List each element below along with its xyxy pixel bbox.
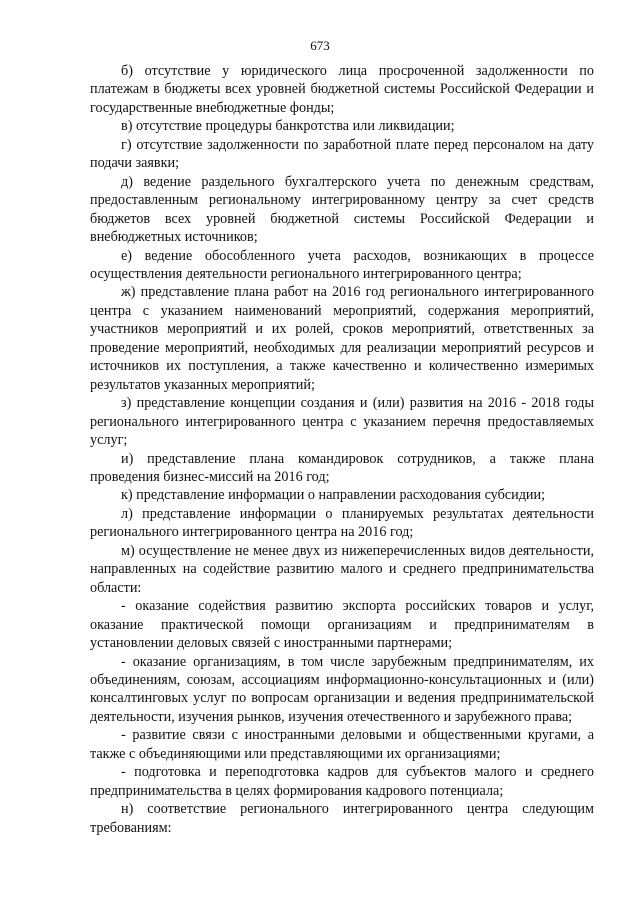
paragraph-d: д) ведение раздельного бухгалтерского учета по денежным средствам, предоставленным региональному интегрированному центру за счет средств бюджетов всех уровней бюджетной системы Российской Федерации и внебюджетных источников; xyxy=(90,173,594,246)
paragraph-z: з) представление концепции создания и (или) развития на 2016 - 2018 годы регионального интегрированного центра с указанием перечня предоставляемых услуг; xyxy=(90,395,594,449)
paragraph-b: б) отсутствие у юридического лица просроченной задолженности по платежам в бюджеты всех уровней бюджетной системы Российской Федерации и государственные внебюджетные фонды; xyxy=(90,63,594,116)
list-item-consulting-services: - оказание организациям, в том числе зарубежным предпринимателям, их объединениям, союзам, ассоциациям информационно-консультационных и (или) консалтинговых услуг по вопросам организации и ведения предпринимательской деятельности, изучения рынков, изучения отечественного и зарубежного права; xyxy=(90,653,594,725)
paragraph-l: л) представление информации о планируемых результатах деятельности регионального интегрированного центра на 2016 год; xyxy=(90,505,594,541)
paragraph-m: м) осуществление не менее двух из нижеперечисленных видов деятельности, направленных на содействие развитию малого и среднего предпринимательства области: xyxy=(90,542,594,596)
paragraph-v: в) отсутствие процедуры банкротства или ликвидации; xyxy=(121,118,455,135)
paragraph-i: и) представление плана командировок сотрудников, а также плана проведения бизнес-миссий на 2016 год; xyxy=(90,450,594,485)
page-number: 673 xyxy=(310,38,330,53)
paragraph-zh: ж) представление плана работ на 2016 год регионального интегрированного центра с указанием наименований мероприятий, содержания мероприятий, участников мероприятий и их ролей, сроков мероприятий, ответственных за проведение мероприятий, необходимых для реализации мероприятий ресурсов и источников их поступления, а также качественно и количественно измеримых результатов указанных мероприятий; xyxy=(90,284,594,393)
list-item-staff-training: - подготовка и переподготовка кадров для субъектов малого и среднего предпринимательства в целях формирования кадрового потенциала; xyxy=(90,764,594,799)
paragraph-g: г) отсутствие задолженности по заработной плате перед персоналом на дату подачи заявки; xyxy=(90,136,594,172)
paragraph-n: н) соответствие регионального интегрированного центра следующим требованиям: xyxy=(90,801,594,836)
list-item-foreign-relations: - развитие связи с иностранными деловыми и общественными кругами, а также с объединяющими или представляющими их организациями; xyxy=(90,727,594,762)
list-item-export-support: - оказание содействия развитию экспорта российских товаров и услуг, оказание практической помощи организациям и предпринимателям в установлении деловых связей с иностранными партнерами; xyxy=(90,598,594,652)
paragraph-k: к) представление информации о направлении расходования субсидии; xyxy=(121,487,546,504)
document-body xyxy=(90,62,594,837)
paragraph-e: е) ведение обособленного учета расходов, возникающих в процессе осуществления деятельности регионального интегрированного центра; xyxy=(90,247,594,282)
